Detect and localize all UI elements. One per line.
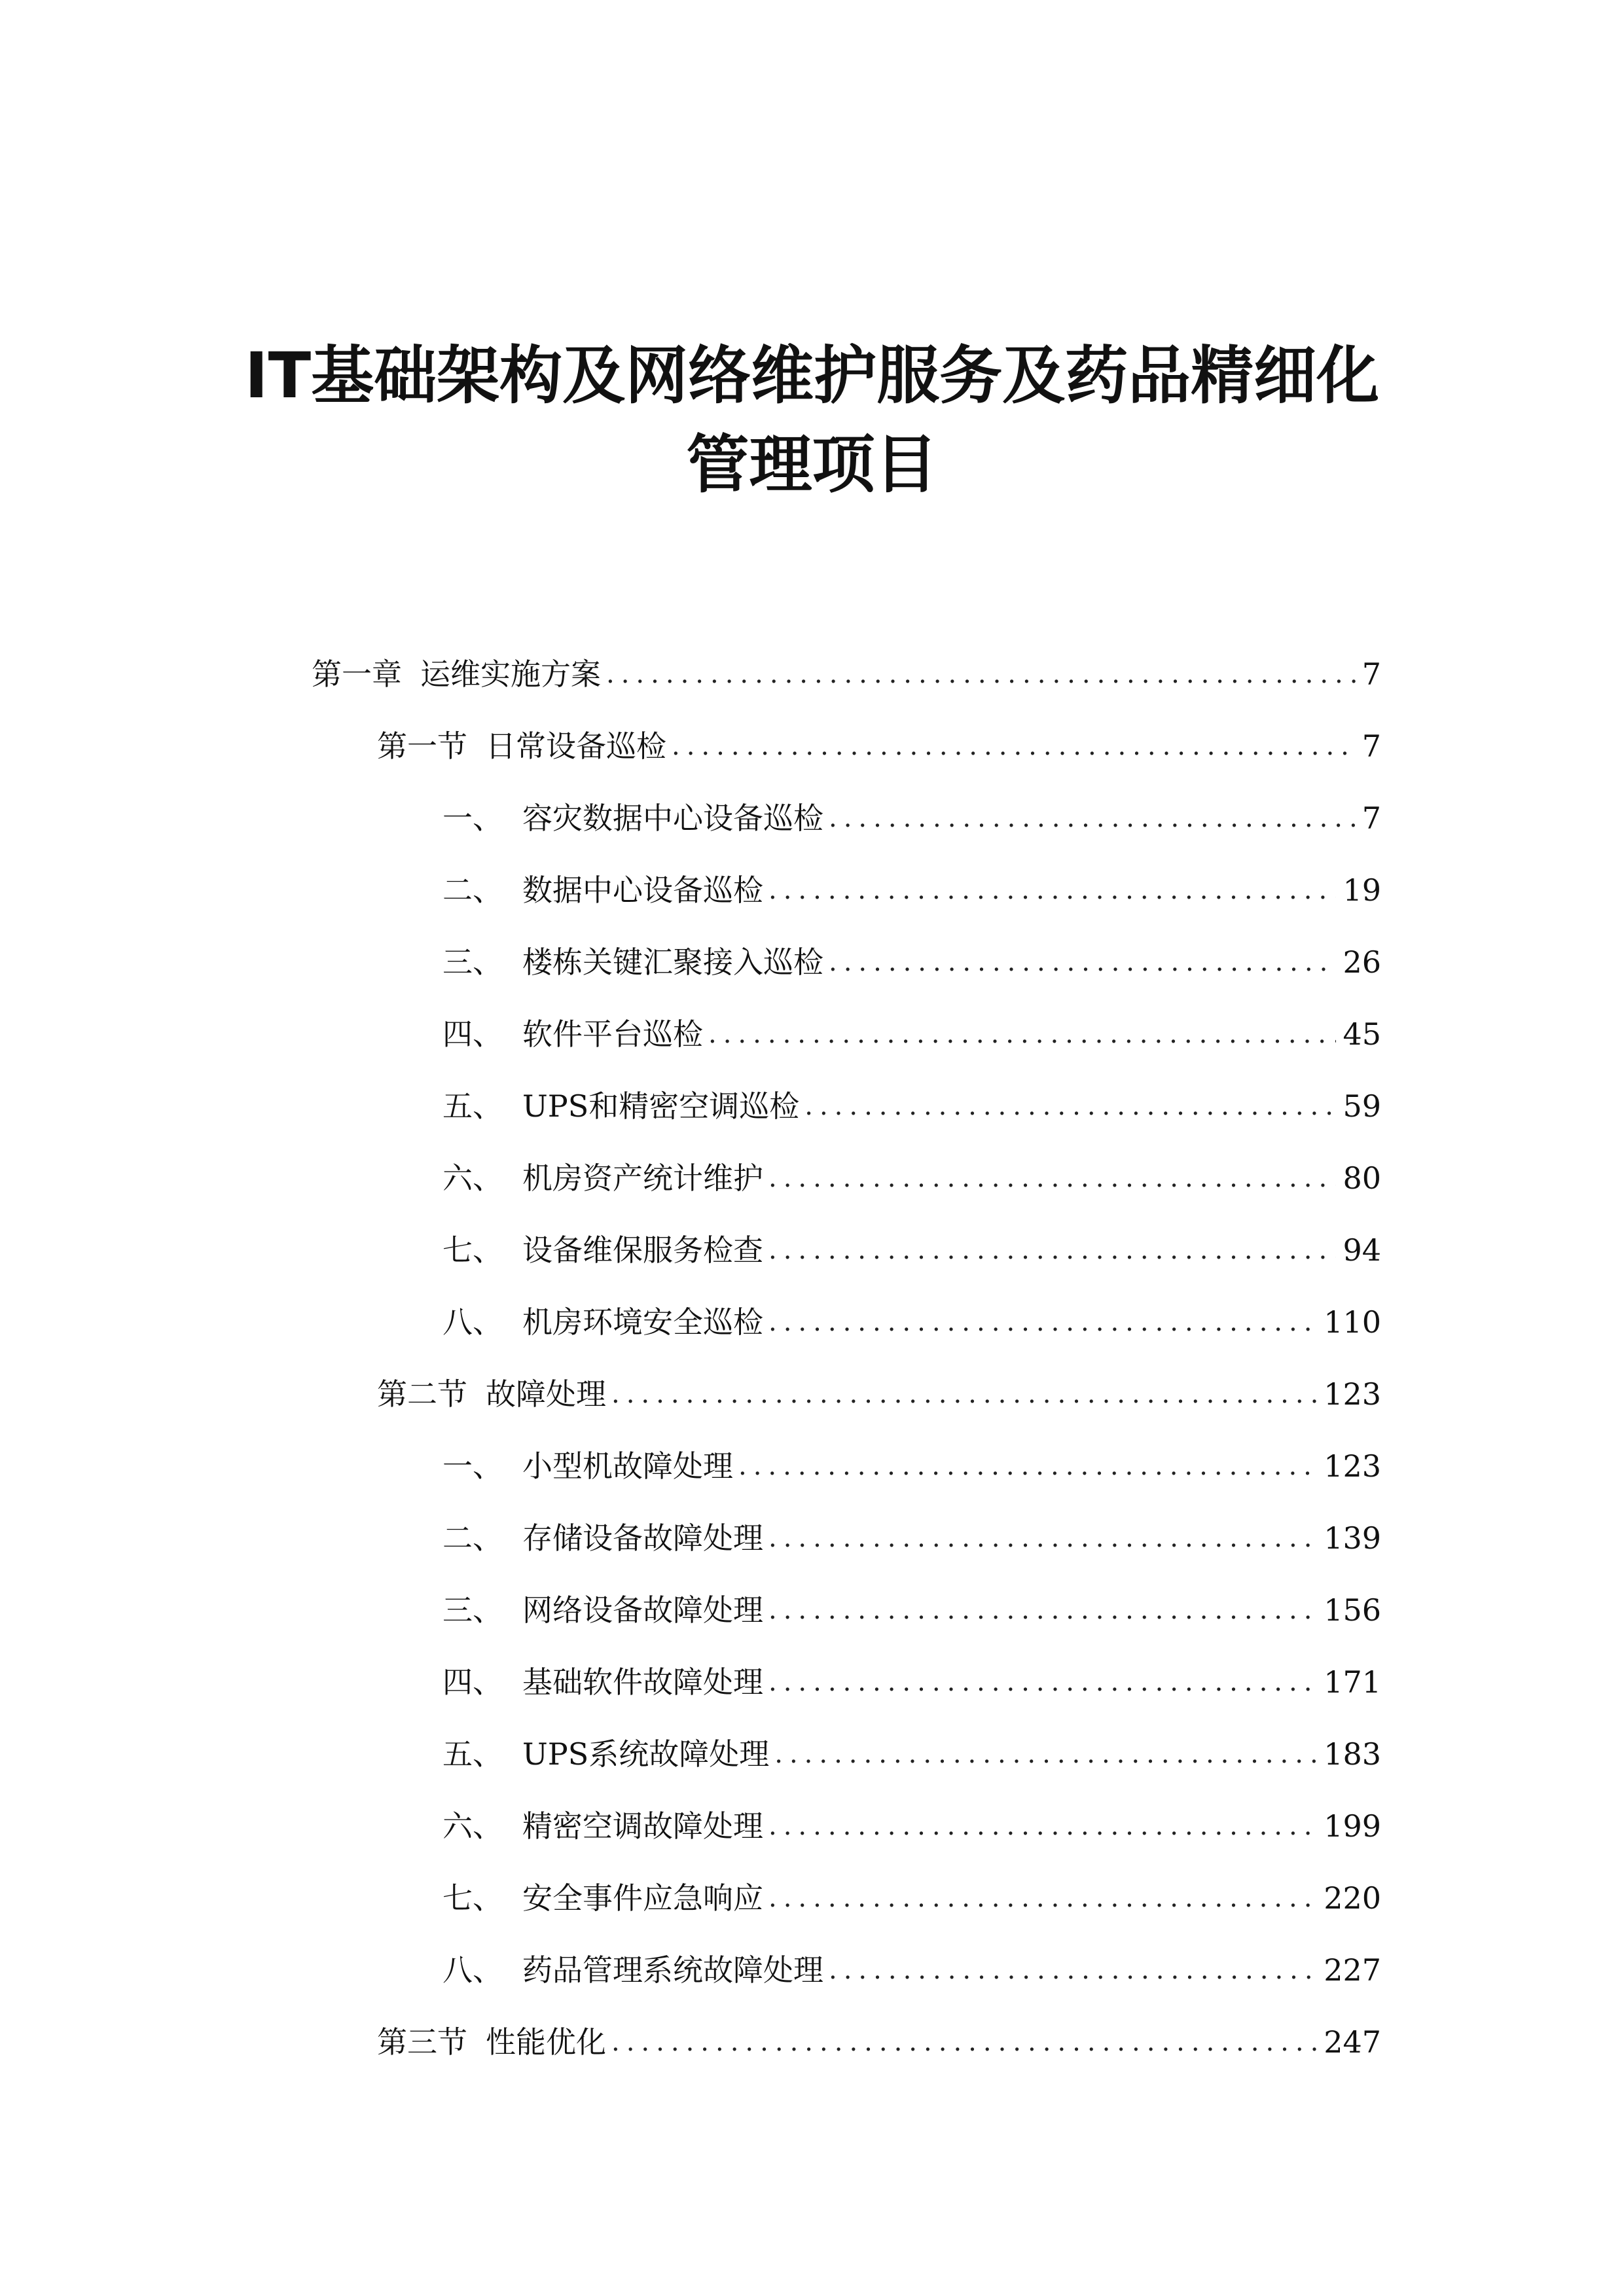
toc-entry-text: UPS和精密空调巡检	[522, 1088, 800, 1124]
toc-entry-label	[442, 1872, 763, 1924]
toc-dot-leader	[768, 1296, 1317, 1348]
toc-entry[interactable]	[442, 1152, 1381, 1204]
toc-entry[interactable]	[442, 1080, 1381, 1132]
toc-entry-page-number: 7	[1362, 656, 1381, 692]
toc-entry-label	[377, 2016, 606, 2068]
toc-entry-text: 精密空调故障处理	[522, 1808, 763, 1844]
toc-entry-number: 第二节	[377, 1376, 467, 1412]
toc-dot-leader	[768, 864, 1336, 916]
toc-entry-page-number: 7	[1362, 800, 1381, 836]
toc-entry-page-number: 171	[1324, 1664, 1381, 1700]
toc-dot-leader	[768, 1800, 1317, 1852]
toc-entry-number: 六、	[442, 1160, 503, 1196]
toc-entry-text: 数据中心设备巡检	[522, 872, 763, 908]
toc-entry[interactable]	[442, 936, 1381, 988]
toc-dot-leader	[768, 1224, 1336, 1276]
toc-entry-label	[442, 1440, 733, 1492]
toc-entry-number: 三、	[442, 944, 503, 980]
toc-dot-leader	[829, 792, 1356, 844]
toc-entry-number: 第一章	[312, 656, 402, 692]
toc-entry-text: 基础软件故障处理	[522, 1664, 763, 1700]
toc-entry-number: 七、	[442, 1880, 503, 1916]
toc-entry-page-number: 123	[1324, 1448, 1381, 1484]
toc-dot-leader	[829, 936, 1336, 988]
toc-entry-number: 第三节	[377, 2024, 467, 2060]
toc-entry[interactable]	[442, 1584, 1381, 1636]
toc-entry[interactable]	[312, 648, 1381, 700]
toc-entry-page-number: 59	[1343, 1088, 1381, 1124]
toc-dot-leader	[611, 2016, 1317, 2068]
toc-entry[interactable]	[442, 1296, 1381, 1348]
toc-entry[interactable]	[442, 792, 1381, 844]
toc-entry[interactable]	[442, 1440, 1381, 1492]
toc-entry-page-number: 227	[1324, 1952, 1381, 1988]
toc-dot-leader	[672, 720, 1356, 772]
toc-entry-number: 四、	[442, 1664, 503, 1700]
toc-entry-number: 一、	[442, 1448, 503, 1484]
toc-entry-page-number: 199	[1324, 1808, 1381, 1844]
document-title-line-2: 管理项目	[686, 428, 938, 501]
toc-entry-page-number: 139	[1324, 1520, 1381, 1556]
toc-entry[interactable]	[442, 1800, 1381, 1852]
toc-dot-leader	[768, 1152, 1336, 1204]
toc-dot-leader	[606, 648, 1356, 700]
toc-entry-text: 运维实施方案	[420, 656, 601, 692]
toc-entry[interactable]	[377, 720, 1381, 772]
toc-entry[interactable]	[377, 1368, 1381, 1420]
toc-entry-label	[377, 1368, 606, 1420]
toc-entry-number: 五、	[442, 1088, 503, 1124]
toc-entry-page-number: 45	[1343, 1016, 1381, 1052]
toc-entry-text: 药品管理系统故障处理	[522, 1952, 823, 1988]
toc-entry-label	[377, 720, 666, 772]
toc-entry-label	[442, 1080, 799, 1132]
document-title-line-1: IT基础架构及网络维护服务及药品精细化	[244, 339, 1380, 412]
toc-entry[interactable]	[377, 2016, 1381, 2068]
toc-entry-label	[442, 1944, 823, 1996]
toc-entry-label	[312, 648, 601, 700]
toc-entry-number: 八、	[442, 1304, 503, 1340]
toc-entry-text: 容灾数据中心设备巡检	[522, 800, 823, 836]
toc-entry-label	[442, 936, 823, 988]
toc-dot-leader	[768, 1584, 1317, 1636]
toc-entry-number: 五、	[442, 1736, 503, 1772]
toc-entry-text: 小型机故障处理	[522, 1448, 733, 1484]
toc-entry-number: 二、	[442, 872, 503, 908]
toc-entry-page-number: 156	[1324, 1592, 1381, 1628]
toc-dot-leader	[804, 1080, 1336, 1132]
toc-entry[interactable]	[442, 1872, 1381, 1924]
toc-dot-leader	[768, 1656, 1317, 1708]
toc-entry-label	[442, 1008, 703, 1060]
toc-entry-text: 机房资产统计维护	[522, 1160, 763, 1196]
toc-entry-page-number: 183	[1324, 1736, 1381, 1772]
toc-entry-text: 软件平台巡检	[522, 1016, 703, 1052]
toc-entry-page-number: 26	[1343, 944, 1381, 980]
toc-entry[interactable]	[442, 1008, 1381, 1060]
toc-dot-leader	[829, 1944, 1317, 1996]
toc-entry-number: 六、	[442, 1808, 503, 1844]
toc-entry-text: 安全事件应急响应	[522, 1880, 763, 1916]
toc-dot-leader	[738, 1440, 1317, 1492]
toc-entry-label	[442, 1152, 763, 1204]
toc-entry-number: 第一节	[377, 728, 467, 764]
toc-entry-label	[442, 1224, 763, 1276]
toc-entry[interactable]	[442, 1728, 1381, 1780]
toc-entry-label	[442, 1296, 763, 1348]
toc-entry-text: 日常设备巡检	[486, 728, 666, 764]
toc-entry-text: 网络设备故障处理	[522, 1592, 763, 1628]
toc-entry-text: 机房环境安全巡检	[522, 1304, 763, 1340]
toc-entry-text: 性能优化	[486, 2024, 606, 2060]
toc-entry[interactable]	[442, 864, 1381, 916]
toc-entry-number: 四、	[442, 1016, 503, 1052]
toc-entry-number: 八、	[442, 1952, 503, 1988]
toc-dot-leader	[774, 1728, 1317, 1780]
toc-entry-label	[442, 864, 763, 916]
toc-entry-text: 存储设备故障处理	[522, 1520, 763, 1556]
toc-entry-number: 七、	[442, 1232, 503, 1268]
toc-entry-page-number: 94	[1343, 1232, 1381, 1268]
toc-entry-page-number: 19	[1343, 872, 1381, 908]
toc-entry-page-number: 123	[1324, 1376, 1381, 1412]
toc-dot-leader	[708, 1008, 1336, 1060]
toc-entry-number: 一、	[442, 800, 503, 836]
toc-entry-page-number: 80	[1343, 1160, 1381, 1196]
toc-dot-leader	[768, 1512, 1317, 1564]
toc-dot-leader	[768, 1872, 1317, 1924]
toc-entry[interactable]	[442, 1224, 1381, 1276]
toc-entry-label	[442, 1800, 763, 1852]
toc-entry-number: 三、	[442, 1592, 503, 1628]
toc-entry-text: 故障处理	[486, 1376, 606, 1412]
toc-entry-label	[442, 1584, 763, 1636]
toc-entry[interactable]	[442, 1512, 1381, 1564]
toc-entry-label	[442, 792, 823, 844]
toc-entry[interactable]	[442, 1944, 1381, 1996]
toc-entry-number: 二、	[442, 1520, 503, 1556]
toc-dot-leader	[611, 1368, 1317, 1420]
toc-entry-page-number: 220	[1324, 1880, 1381, 1916]
toc-entry-label	[442, 1728, 769, 1780]
toc-entry-page-number: 247	[1324, 2024, 1381, 2060]
toc-entry-label	[442, 1656, 763, 1708]
toc-entry-page-number: 7	[1362, 728, 1381, 764]
toc-entry-text: UPS系统故障处理	[522, 1736, 770, 1772]
toc-entry-text: 设备维保服务检查	[522, 1232, 763, 1268]
toc-entry-page-number: 110	[1324, 1304, 1381, 1340]
toc-entry[interactable]	[442, 1656, 1381, 1708]
toc-entry-text: 楼栋关键汇聚接入巡检	[522, 944, 823, 980]
toc-entry-label	[442, 1512, 763, 1564]
